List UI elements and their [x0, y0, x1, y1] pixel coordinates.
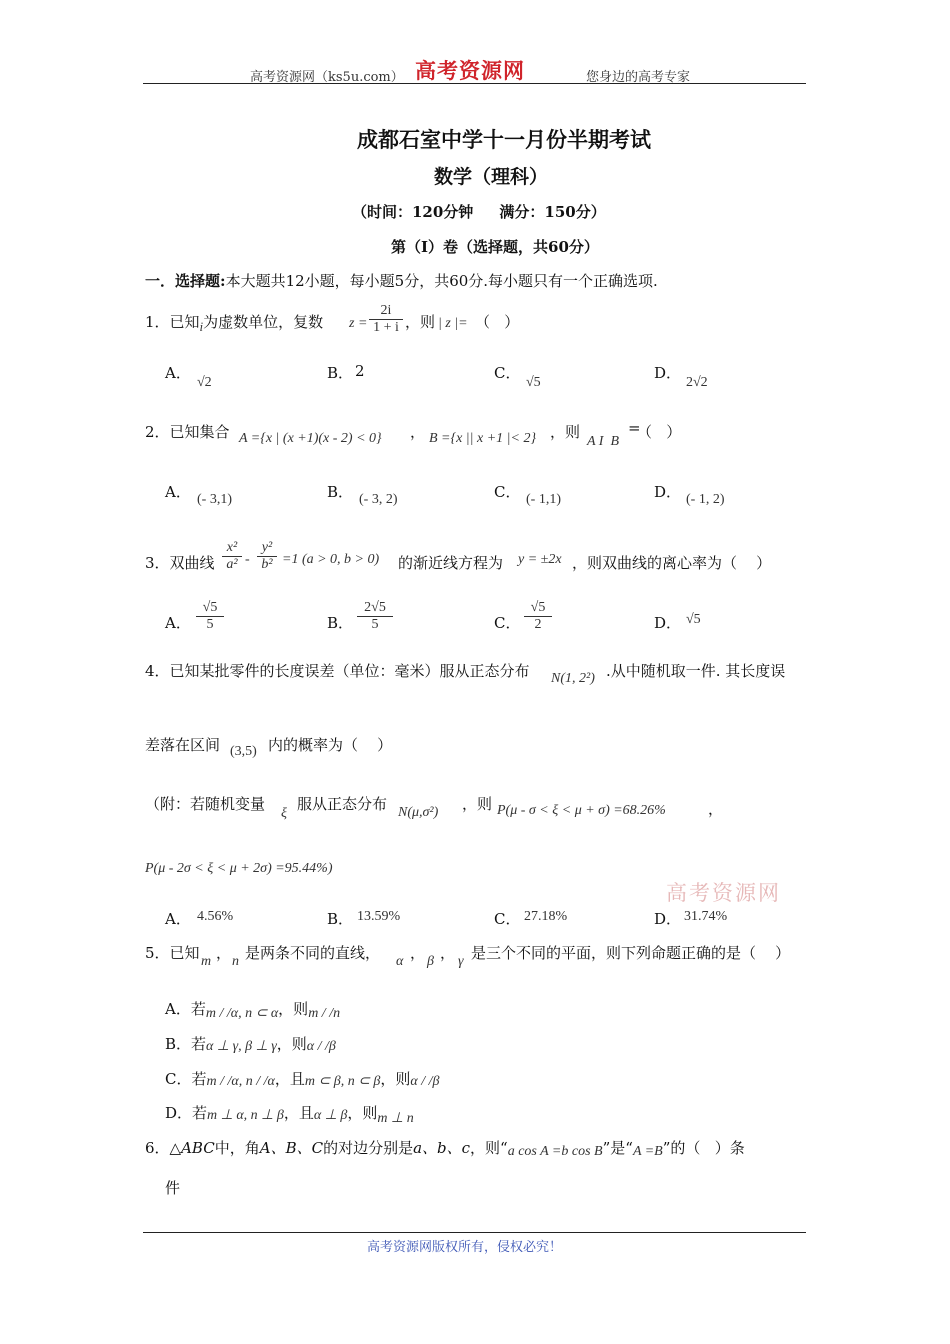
q6-cond: a cos A =b cos B: [507, 1144, 603, 1159]
q1-opt-d-label: D．: [654, 364, 682, 382]
q4-note-b: 服从正态分布: [297, 795, 388, 813]
q5-opt-d-res: m ⊥ n: [377, 1111, 414, 1126]
q2-comma: ，: [410, 423, 426, 441]
q5-opt-d-cond: m ⊥ α, n ⊥ β: [207, 1108, 284, 1123]
question-6: [145, 1137, 745, 1158]
q4-opt-d-value: 31.74%: [684, 909, 728, 924]
q5-prefix: 5．已知: [145, 944, 200, 962]
q6-text-e: ”是“: [602, 1139, 633, 1157]
q4-opt-c-value: 27.18%: [524, 909, 568, 924]
q3-rest: =1 (a > 0, b > 0): [282, 552, 380, 567]
q4-opt-b-value: 13.59%: [357, 909, 401, 924]
q3-opt-c-value: [524, 600, 552, 633]
q4-interval: (3,5): [230, 744, 257, 759]
q3-opt-a-label: A．: [165, 614, 191, 632]
q5-mid: 是两条不同的直线，: [245, 944, 381, 962]
q2-opt-d-label: D．: [654, 483, 682, 501]
q1-fraction: [369, 303, 403, 336]
q3-opt-d-label: D．: [654, 614, 682, 632]
q5-opt-c-res: α / /β: [410, 1074, 440, 1089]
q2-set-b: B ={x || x +1 |< 2}: [429, 431, 537, 446]
q3-a2: a²: [226, 557, 238, 572]
header-right: 您身边的高考专家: [586, 70, 691, 85]
q6-text-b: 中，角: [214, 1139, 260, 1157]
q3-opt-a-num: √5: [196, 600, 224, 617]
q5-opt-b-then: ，则: [276, 1035, 307, 1053]
q2-opt-c-value: (- 1,1): [526, 492, 561, 507]
q1-prefix: 1．已知: [145, 313, 200, 331]
q6-angles: A、B、C: [259, 1139, 324, 1157]
q3-y2: y²: [257, 540, 277, 557]
q4-norm: N(μ,σ²): [398, 805, 439, 820]
q5-opt-c: [165, 1068, 440, 1089]
q6-abc: ABC: [181, 1139, 215, 1157]
q3-opt-b-label: B．: [327, 614, 354, 632]
q1-opt-d-value: 2√2: [686, 375, 708, 390]
q3-frac-y: [257, 540, 277, 573]
q5-opt-a-then: ，则: [278, 1000, 309, 1018]
q2-then: ，则: [550, 423, 581, 441]
exam-title: 成都石室中学十一月份半期考试: [357, 127, 651, 152]
q3-mid: 的渐近线方程为: [398, 554, 504, 572]
q4-p1: P(μ - σ < ξ < μ + σ) =68.26%: [497, 803, 666, 818]
q3-prefix: 3．双曲线: [145, 554, 215, 572]
q2-opt-d-value: (- 1, 2): [686, 492, 725, 507]
q5-opt-b-res: α / /β: [306, 1039, 336, 1054]
q1-opt-a-label: A．: [165, 364, 191, 382]
q3-opt-b-den: 5: [371, 617, 379, 632]
q4-note-c: ，则: [462, 795, 493, 813]
q4-line2b: 内的概率为（ ）: [268, 736, 393, 754]
q6-text-d: ，则“: [470, 1139, 508, 1157]
q6-cond2: A =B: [632, 1144, 663, 1159]
q6-sides: a、b、c: [413, 1139, 471, 1157]
q3-opt-a-den: 5: [206, 617, 214, 632]
q1-den: 1 + i: [373, 320, 399, 335]
q1-opt-a-value: √2: [197, 375, 212, 390]
q1-mid: 为虚数单位，复数: [203, 313, 324, 331]
q4-opt-a-value: 4.56%: [197, 909, 234, 924]
q5-opt-a-label: A．若: [165, 1000, 206, 1018]
q4-p2: P(μ - 2σ < ξ < μ + 2σ) =95.44%): [145, 861, 333, 876]
q4-p1-comma: ，: [708, 800, 724, 818]
q1-absz: | z |=: [438, 316, 468, 331]
q1-opt-c-label: C．: [494, 364, 521, 382]
q5-opt-b: [165, 1033, 336, 1054]
q4-opt-a-label: A．: [165, 910, 191, 928]
q2-eq: =: [628, 419, 641, 437]
q6-line2: 件: [165, 1179, 181, 1197]
instructions: [145, 270, 658, 291]
q1-z-eq: z =: [349, 316, 368, 331]
q2-opt-c-label: C．: [494, 483, 521, 501]
q3-frac-x: [222, 540, 242, 573]
q5-opt-a-res: m / /n: [308, 1006, 341, 1021]
q4-line1: 4．已知某批零件的长度误差（单位：毫米）服从正态分布: [145, 662, 530, 680]
q4-opt-c-label: C．: [494, 910, 521, 928]
q5-opt-c-cond: m / /α, n / /α: [206, 1074, 275, 1089]
q1-opt-c-value: √5: [526, 375, 541, 390]
q3-opt-c-den: 2: [534, 617, 542, 632]
q5-opt-c-and: ，且: [274, 1070, 305, 1088]
q5-opt-b-cond: α ⊥ γ, β ⊥ γ: [206, 1039, 277, 1054]
q5-opt-d-label: D．若: [165, 1104, 208, 1122]
q5-tail: 是三个不同的平面，则下列命题正确的是（ ）: [471, 944, 791, 962]
q2-expr: A I B: [587, 434, 620, 449]
q6-text-a: 6．△: [145, 1139, 182, 1157]
instructions-bold: 选择题:: [175, 272, 226, 290]
q2-opt-a-label: A．: [165, 483, 191, 501]
q5-alpha: α: [396, 954, 404, 969]
q5-opt-d: [165, 1102, 414, 1126]
q3-b2: b²: [261, 557, 273, 572]
q3-opt-a-value: [196, 600, 224, 633]
q4-dist: N(1, 2²): [551, 671, 595, 686]
q5-beta: β: [427, 954, 434, 969]
header-logo: 高考资源网: [415, 58, 525, 83]
q5-opt-b-label: B．若: [165, 1035, 207, 1053]
q4-line2a: 差落在区间: [145, 736, 221, 754]
q5-n: n: [232, 954, 239, 969]
q5-opt-d-cond2: α ⊥ β: [313, 1108, 348, 1123]
question-1: [145, 311, 323, 332]
q5-opt-c-label: C．若: [165, 1070, 207, 1088]
section-title: 第（Ⅰ）卷（选择题，共60分）: [391, 238, 599, 256]
q3-minus: -: [245, 552, 250, 567]
exam-subtitle: 数学（理科）: [434, 166, 549, 188]
q3-opt-c-label: C．: [494, 614, 521, 632]
q3-asym: y = ±2x: [518, 552, 562, 567]
q3-opt-d-value: √5: [686, 612, 701, 627]
q6-text-f: ”的（ ）条: [662, 1139, 745, 1157]
q1-then: ，则: [405, 313, 436, 331]
header-left: 高考资源网（ks5u.com）: [250, 70, 404, 85]
q1-i: i: [199, 319, 204, 334]
footer-rule: [143, 1232, 806, 1233]
q5-c2: ，: [410, 944, 426, 962]
q2-paren: （ ）: [637, 423, 682, 441]
q6-text-c: 的对边分别是: [323, 1139, 414, 1157]
q1-opt-b-label: B．: [327, 364, 354, 382]
q5-opt-c-then: ，则: [380, 1070, 411, 1088]
q2-opt-b-value: (- 3, 2): [359, 492, 398, 507]
q4-note-a: （附：若随机变量: [145, 795, 266, 813]
q5-comma1: ，: [216, 944, 232, 962]
q2-prefix: 2．已知集合: [145, 423, 230, 441]
q1-paren: （ ）: [475, 313, 520, 331]
q5-gamma: γ: [458, 954, 464, 969]
q5-opt-a: [165, 998, 340, 1019]
q4-xi: ξ: [281, 806, 287, 821]
instructions-num: 一．: [145, 272, 176, 290]
watermark: 高考资源网: [666, 881, 781, 905]
q3-opt-b-num: 2√5: [357, 600, 393, 617]
q1-opt-b-value: 2: [355, 362, 365, 380]
footer-text: 高考资源网版权所有，侵权必究！: [367, 1240, 563, 1255]
q5-opt-a-cond: m / /α, n ⊂ α: [205, 1006, 279, 1021]
header-rule: [143, 83, 806, 84]
q5-c3: ，: [440, 944, 456, 962]
q3-opt-b-value: [357, 600, 393, 633]
q4-line1b: .从中随机取一件. 其长度误: [606, 662, 786, 680]
q3-opt-c-num: √5: [524, 600, 552, 617]
q5-m: m: [201, 954, 212, 969]
q4-opt-b-label: B．: [327, 910, 354, 928]
q5-opt-c-cond2: m ⊂ β, n ⊂ β: [304, 1074, 381, 1089]
q3-x2: x²: [222, 540, 242, 557]
q3-tail: ，则双曲线的离心率为（ ）: [572, 554, 772, 572]
q4-opt-d-label: D．: [654, 910, 682, 928]
q5-opt-d-and: ，且: [283, 1104, 314, 1122]
q2-opt-a-value: (- 3,1): [197, 492, 232, 507]
q2-opt-b-label: B．: [327, 483, 354, 501]
q5-opt-d-then: ，则: [347, 1104, 378, 1122]
exam-meta: （时间：120分钟 满分：150分）: [352, 203, 606, 221]
q2-set-a: A ={x | (x +1)(x - 2) < 0}: [239, 431, 382, 446]
q1-num: 2i: [369, 303, 403, 320]
instructions-text: 本大题共12小题，每小题5分，共60分.每小题只有一个正确选项.: [225, 272, 658, 290]
